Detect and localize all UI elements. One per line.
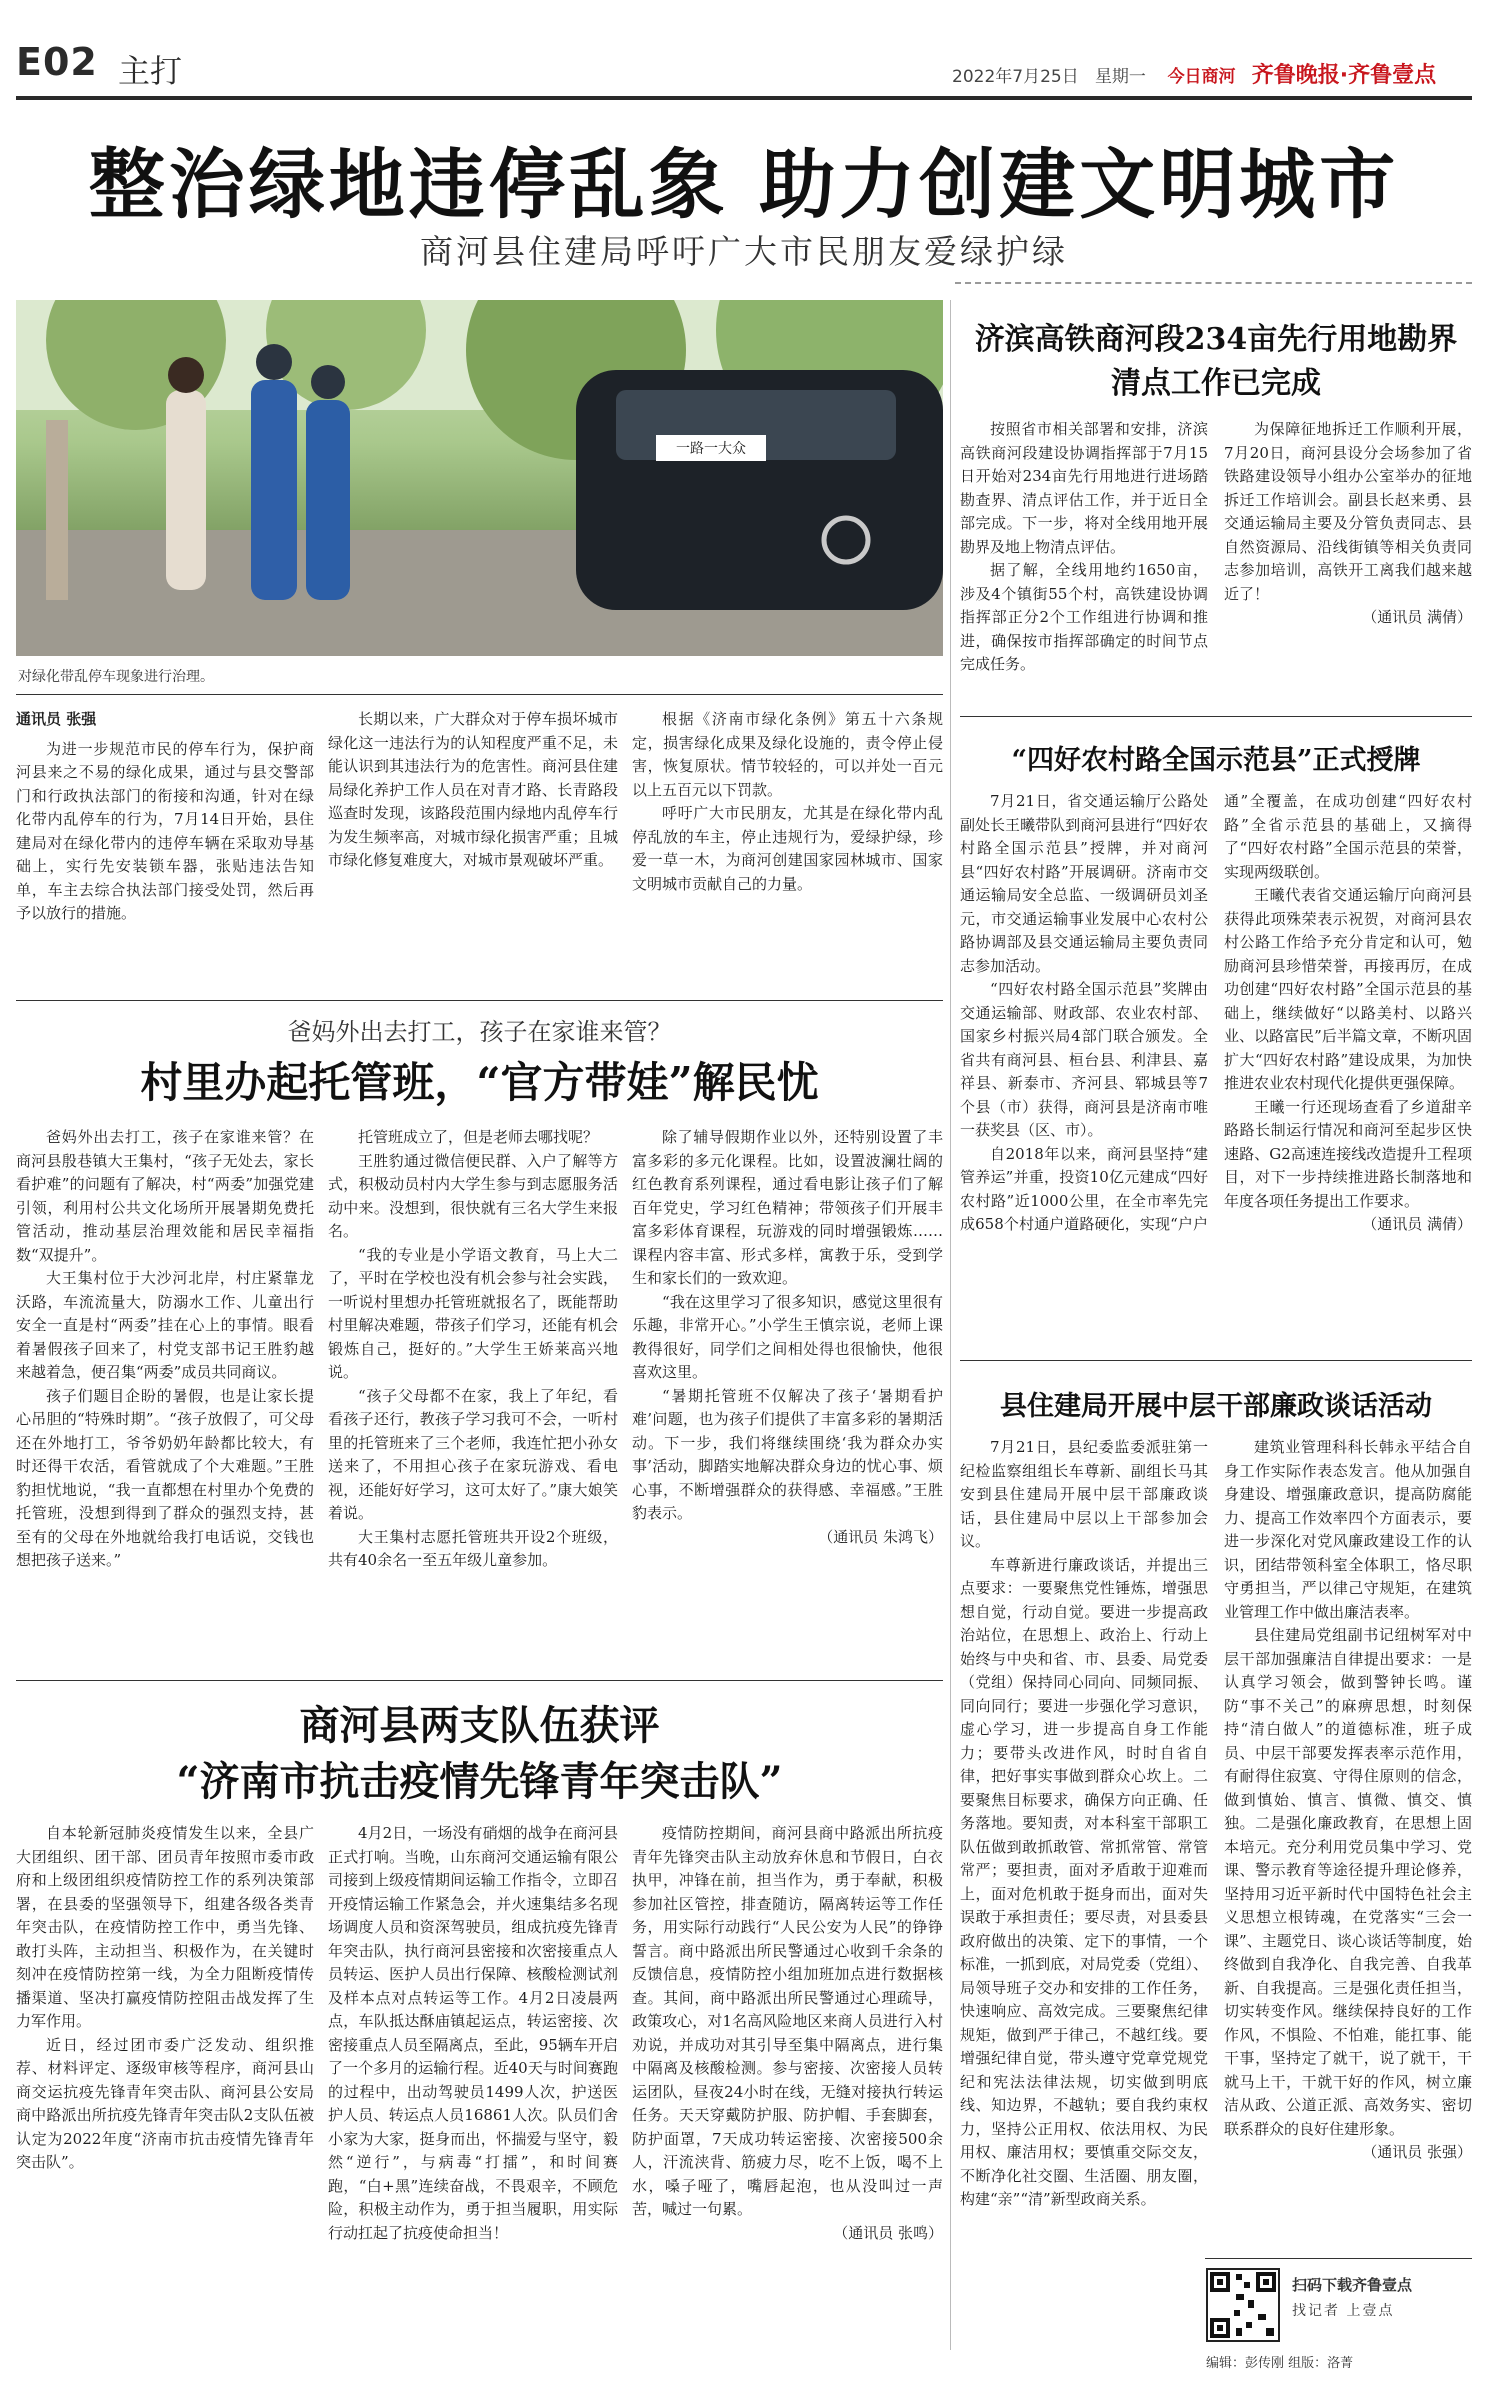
issue-weekday: 星期一 (1094, 67, 1146, 87)
road-paragraph: 王曦一行还现场查看了乡道甜辛路路长制运行情况和商河至起步区快速路、G2高速连接线改造提升工程项目，对下一步持续推进路长制落地和年度各项任务提出工作要求。 (1224, 1097, 1472, 1210)
childcare-column-3 (632, 1126, 943, 1666)
childcare-paragraph: 除了辅导假期作业以外，还特别设置了丰富多彩的多元化课程。比如，设置波澜壮阔的红色教育系列课程，通过看电影让孩子们了解百年党史，学习红色精神；带领孩子们开展丰富多彩体育课程，玩游戏的同时增强锻炼……课程内容丰富、形式多样，寓教于乐，受到学生和家长们的一致欢迎。 (632, 1128, 943, 1287)
lead-column-2 (328, 708, 618, 988)
road-title: “四好农村路全国示范县”正式授牌 (1011, 745, 1421, 776)
youth-title-line1: 商河县两支队伍获评 (299, 1702, 660, 1749)
qr-line1: 扫码下载齐鲁壹点 (1292, 2276, 1413, 2294)
road-paragraph: “四好农村路全国示范县”奖牌由交通运输部、财政部、农业农村部、国家乡村振兴局4部门联合颁发。全省共有商河县、桓台县、利津县、嘉祥县、新泰市、齐河县、郓城县等7个县（市）获得，商河县是济南市唯一获奖县（区、市）。 (960, 980, 1208, 1139)
childcare-kicker: 爸妈外出去打工，孩子在家谁来管？ (287, 1018, 672, 1046)
lead-headline: 整治绿地违停乱象 助力创建文明城市 (88, 140, 1400, 229)
road-paragraph: 王曦代表省交通运输厅向商河县获得此项殊荣表示祝贺，对商河县农村公路工作给予充分肯定和认可，勉励商河县珍惜荣誉，再接再厉，在成功创建“四好农村路”全国示范县的基础上，继续做好“以路美村、以路兴业、以路富民”后半篇文章，不断巩固扩大“四好农村路”建设成果，为加快推进农业农村现代化提供更强保障。 (1224, 886, 1472, 1092)
childcare-paragraph: 托管班成立了，但是老师去哪找呢？ (358, 1128, 599, 1146)
lead-paragraph: 根据《济南市绿化条例》第五十六条规定，损害绿化成果及绿化设施的，责令停止侵害，恢复原状。情节较轻的，可以并处一百元以上五百元以下罚款。 (632, 710, 943, 799)
lead-paragraph: 长期以来，广大群众对于停车损坏城市绿化这一违法行为的认知程度严重不足，未能认识到其违法行为的危害性。商河县住建局绿化养护工作人员在对青才路、长青路段巡查时发现，该路段范围内绿地内乱停车行为发生频率高，对城市绿化损害严重；且城市绿化修复难度大，对城市景观破坏严重。 (328, 710, 618, 869)
rail-divider (955, 282, 1472, 284)
youth-column-1 (16, 1822, 314, 2342)
issue-date: 2022年7月25日 (952, 67, 1079, 87)
lead-paragraph: 呼吁广大市民朋友，尤其是在绿化带内乱停乱放的车主，停止违规行为，爱绿护绿，珍爱一草一木，为商河创建国家园林城市、国家文明城市贡献自己的力量。 (632, 804, 943, 893)
page-number: E02 (16, 40, 98, 84)
childcare-top-rule (16, 1000, 943, 1001)
talk-paragraph: 县住建局党组副书记纽树军对中层干部加强廉洁自律提出要求：一是认真学习领会，做到警钟长鸣。谨防“事不关己”的麻痹思想，时刻保持“清白做人”的道德标准，班子成员、中层干部要发挥表率示范作用，有耐得住寂寞、守得住原则的信念，做到慎始、慎言、慎微、慎交、慎独。二是强化廉政教育，在思想上固本培元。充分利用党员集中学习、党课、警示教育等途径提升理论修养，坚持用习近平新时代中国特色社会主义思想立根铸魂，在党落实“三会一课”、主题党日、谈心谈话等制度，始终做到自我净化、自我完善、自我革新、自我提高。三是强化责任担当，切实转变作风。继续保持良好的工作作风，不惧险、不怕难，能扛事、能干事，坚持定了就干，说了就干，干就马上干，干就干好的作风，树立廉洁从政、公道正派、高效务实、密切联系群众的良好住建形象。 (1224, 1626, 1472, 2138)
youth-column-2 (328, 1822, 618, 2342)
lead-byline: 通讯员 张强 (16, 710, 97, 728)
footer-rule (1205, 2258, 1472, 2259)
youth-paragraph: 近日，经过团市委广泛发动、组织推荐、材料评定、逐级审核等程序，商河县山商交运抗疫先锋青年突击队、商河县公安局商中路派出所抗疫先锋青年突击队2支队伍被认定为2022年度“济南市抗击疫情先锋青年突击队”。 (16, 2035, 314, 2171)
childcare-paragraph: “我在这里学习了很多知识，感觉这里很有乐趣，非常开心。”小学生王慎宗说，老师上课教得很好，同学们之间相处得也很愉快，他很喜欢这里。 (632, 1292, 943, 1381)
youth-paragraph: 自本轮新冠肺炎疫情发生以来，全县广大团组织、团干部、团员青年按照市委市政府和上级团组织疫情防控工作的系列决策部署，在县委的坚强领导下，组建各级各类青年突击队，在疫情防控工作中，勇当先锋、敢打头阵，主动担当、积极作为，在关键时刻冲在疫情防控第一线，为全力阻断疫情传播渠道、坚决打赢疫情防控阻击战发挥了生力军作用。 (16, 1824, 314, 2030)
qr-line2: 找记者 上壹点 (1292, 2303, 1395, 2319)
lead-photo (16, 300, 943, 656)
childcare-paragraph: 爸妈外出去打工，孩子在家谁来管？在商河县殷巷镇大王集村，“孩子无处去，家长看护难”的问题有了解决，村“两委”加强党建引领，利用村公共文化场所开展暑期免费托管活动，推动基层治理效能和居民幸福指数“双提升”。 (16, 1128, 314, 1264)
section-name: 主打 (118, 52, 183, 90)
lead-column-3 (632, 708, 943, 988)
road-signature: （通讯员 满倩） (1362, 1215, 1472, 1233)
rail-signature: （通讯员 满倩） (1362, 608, 1472, 626)
youth-paragraph: 4月2日，一场没有硝烟的战争在商河县正式打响。当晚，山东商河交通运输有限公司接到上级疫情期间运输工作指令，立即召开疫情运输工作紧急会，并火速集结多名现场调度人员和资深驾驶员，组成抗疫先锋青年突击队，执行商河县密接和次密接重点人员转运、医护人员出行保障、核酸检测试剂及样本点对点转运等工作。4月2日凌晨两点，车队抵达酥庙镇起运点，转运密接、次密接重点人员至隔离点，至此，95辆车开启了一个多月的运输行程。近40天与时间赛跑的过程中，出动驾驶员1499人次，护送医护人员、转运点人员16861人次。队员们舍小家为大家，挺身而出，怀揣爱与坚守，毅然“逆行”，与病毒“打擂”，和时间赛跑，“白+黑”连续奋战，不畏艰辛，不顾危险，积极主动作为，勇于担当履职，用实际行动扛起了抗疫使命担当！ (328, 1824, 618, 2242)
lead-column-1 (16, 708, 314, 988)
childcare-column-1 (16, 1126, 314, 1666)
lead-subhead: 商河县住建局呼吁广大市民朋友爱绿护绿 (420, 232, 1068, 271)
road-top-rule (960, 716, 1472, 717)
youth-title-line2: “济南市抗击疫情先锋青年突击队” (176, 1758, 783, 1805)
masthead-rule (16, 96, 1472, 100)
qr-pattern (1208, 2270, 1278, 2340)
talk-body (960, 1436, 1472, 2246)
childcare-paragraph: “暑期托管班不仅解决了孩子‘暑期看护难’问题，也为孩子们提供了丰富多彩的暑期活动。下一步，我们将继续围绕‘我为群众办实事’活动，脚踏实地解决群众身边的忧心事、烦心事，不断增强群众的获得感、幸福感。”王胜豹表示。 (632, 1386, 943, 1522)
license-plate-text: 一路一大众 (676, 441, 746, 457)
talk-paragraph: 7月21日，县纪委监委派驻第一纪检监察组组长车尊新、副组长马其安到县住建局开展中层干部廉政谈话，县住建局中层以上干部参加会议。 (960, 1438, 1208, 1550)
childcare-title: 村里办起托管班，“官方带娃”解民忧 (140, 1058, 819, 1107)
childcare-column-2 (328, 1126, 618, 1666)
road-body (960, 790, 1472, 1330)
youth-column-3 (632, 1822, 943, 2342)
road-paragraph: 自2018年以来，商河县坚持“建管养运”并重，投资10亿元建成“四好农村路”近1000公里，在全市率先完成658个村通户道路硬化，实现“户户通”全覆盖，在成功创建“四好农村路”全省示范县的基础上，又摘得了“四好农村路”全国示范县的荣誉，实现两级联创。 (960, 792, 1472, 1233)
talk-top-rule (960, 1360, 1472, 1361)
road-paragraph: 7月21日，省交通运输厅公路处副处长王曦带队到商河县进行“四好农村路全国示范县”授牌，并对商河县“四好农村路”开展调研。济南市交通运输局安全总监、一级调研员刘圣元，市交通运输事业发展中心农村公路协调部及县交通运输局主要负责同志参加活动。 (960, 792, 1208, 975)
talk-title: 县住建局开展中层干部廉政谈话活动 (1000, 1391, 1432, 1422)
qr-code[interactable] (1206, 2268, 1280, 2342)
rail-paragraph: 据了解，全线用地约1650亩，涉及4个镇街55个村，高铁建设协调指挥部正分2个工作组进行协调和推进，确保按市指挥部确定的时间节点完成任务。 (960, 561, 1208, 673)
masthead-info (952, 58, 1436, 89)
lead-paragraph: 为进一步规范市民的停车行为，保护商河县来之不易的绿化成果，通过与县交警部门和行政执法部门的衔接和沟通，针对在绿化带内乱停车的行为，7月14日开始，县住建局对在绿化带内的违停车辆在采取劝导基础上，实行先安装锁车器，张贴违法告知单，车主去综合执法部门接受处罚，然后再予以放行的措施。 (16, 739, 314, 922)
lead-top-rule (16, 694, 943, 695)
talk-paragraph: 建筑业管理科科长韩永平结合自身工作实际作表态发言。他从加强自身建设、增强廉政意识，提高防腐能力、提高工作效率四个方面表示，要进一步深化对党风廉政建设工作的认识，团结带领科室全体职工，恪尽职守勇担当，严以律己守规矩，在建筑业管理工作中做出廉洁表率。 (1224, 1438, 1472, 1621)
youth-paragraph: 疫情防控期间，商河县商中路派出所抗疫青年先锋突击队主动放弃休息和节假日，白衣执甲，冲锋在前，担当作为，勇于奉献，积极参加社区管控，排查随访，隔离转运等工作任务，用实际行动践行“人民公安为人民”的铮铮誓言。商中路派出所民警通过心收到千余条的反馈信息，疫情防控小组加班加点进行数据核查。其间，商中路派出所民警通过心理疏导，政策攻心，对1名高风险地区来商人员进行入村劝说，并成功对其引导至集中隔离点，进行集中隔离及核酸检测。参与密接、次密接人员转运团队，昼夜24小时在线，无缝对接执行转运任务。天天穿戴防护服、防护帽、手套脚套，防护面罩，7天成功转运密接、次密接500余人，汗流浃背、筋疲力尽，吃不上饭，喝不上水，嗓子哑了，嘴唇起泡，也从没叫过一声苦，喊过一句累。 (632, 1824, 943, 2218)
childcare-paragraph: 大王集村位于大沙河北岸，村庄紧靠龙沃路，车流流量大，防溺水工作、儿童出行安全一直是村“两委”挂在心上的事情。眼看着暑假孩子回来了，村党支部书记王胜豹越来越着急，便召集“两委”成员共同商议。 (16, 1269, 314, 1381)
childcare-signature: （通讯员 朱鸿飞） (818, 1527, 943, 1546)
photo-caption: 对绿化带乱停车现象进行治理。 (18, 669, 214, 685)
childcare-paragraph: 王胜豹通过微信便民群、入户了解等方式，积极动员村内大学生参与到志愿服务活动中来。没想到，很快就有三名大学生来报名。 (328, 1151, 618, 1240)
childcare-paragraph: “我的专业是小学语文教育，马上大二了，平时在学校也没有机会参与社会实践，一听说村里想办托管班就报名了，既能帮助村里解决难题，带孩子们学习，还能有机会锻炼自己，挺好的。”大学生王娇莱高兴地说。 (328, 1245, 618, 1381)
rail-vertical-rule (950, 300, 951, 2350)
childcare-paragraph: 大王集村志愿托管班共开设2个班级，共有40余名一至五年级儿童参加。 (328, 1527, 618, 1569)
talk-paragraph: 车尊新进行廉政谈话，并提出三点要求：一要聚焦党性锤炼，增强思想自觉，行动自觉。要进一步提高政治站位，在思想上、政治上、行动上始终与中央和省、市、县委、局党委（党组）保持同心同向、同频同振、同向同行；要进一步强化学习意识，虚心学习，进一步提高自身工作能力；要带头改进作风，时时自省自律，把好事实事做到群众心坎上。二要聚焦目标要求，确保方向正确、任务落地。要知责，对本科室干部职工队伍做到敢抓敢管、常抓常管、常管常严；要担责，面对矛盾敢于迎难而上，面对危机敢于挺身而出，面对失误敢于承担责任；要尽责，对县委县政府做出的决策、定下的事情，一个标准，一抓到底，对局党委（党组）、局领导班子交办和安排的工作任务，快速响应、高效完成。三要聚焦纪律规矩，做到严于律己，不越红线。要增强纪律自觉，带头遵守党章党规党纪和宪法法律法规，切实做到明底线、知边界，不越轨；要自我约束权力，坚持公正用权、依法用权、为民用权、廉洁用权；要慎重交际交友，不断净化社交圈、生活圈、朋友圈，构建“亲”“清”新型政商关系。 (960, 1555, 1208, 2208)
talk-signature: （通讯员 张强） (1362, 2143, 1472, 2161)
rail-paragraph: 为保障征地拆迁工作顺利开展，7月20日，商河县设分会场参加了省铁路建设领导小组办公室举办的征地拆迁工作培训会。副县长赵来勇、县交通运输局主要及分管负责同志、县自然资源局、沿线街镇等相关负责同志参加培训，高铁开工离我们越来越近了！ (1224, 420, 1472, 603)
editor-credit: 编辑：彭传刚 组版：洛菁 (1206, 2356, 1354, 2371)
youth-top-rule (16, 1680, 943, 1681)
brand-logo: 齐鲁晚报·齐鲁壹点 (1251, 63, 1437, 88)
photo-illustration (16, 300, 943, 656)
childcare-paragraph: “孩子父母都不在家，我上了年纪，看看孩子还行，教孩子学习我可不会，一听村里的托管班来了三个老师，我连忙把小孙女送来了，不用担心孩子在家玩游戏、看电视，还能好好学习，这可太好了。”康大娘笑着说。 (328, 1386, 618, 1522)
rail-paragraph: 按照省市相关部署和安排，济滨高铁商河段建设协调指挥部于7月15日开始对234亩先行用地进行进场踏勘查界、清点评估工作，并于近日全部完成。下一步，将对全线用地开展勘界及地上物清点评估。 (960, 420, 1208, 556)
edition-name: 今日商河 (1167, 67, 1236, 87)
rail-body (960, 418, 1472, 678)
childcare-paragraph: 孩子们题目企盼的暑假，也是让家长提心吊胆的“特殊时期”。“孩子放假了，可父母还在外地打工，爷爷奶奶年龄都比较大，有时还得干农活，看管就成了个大难题。”王胜豹担忧地说，“我一直都想在村里办个免费的托管班，没想到得到了群众的强烈支持，甚至有的父母在外地就给我打电话说，交钱也想把孩子送来。” (16, 1386, 314, 1569)
youth-signature: （通讯员 张鸣） (833, 2223, 943, 2242)
rail-title: 济滨高铁商河段234亩先行用地勘界清点工作已完成 (974, 322, 1458, 401)
